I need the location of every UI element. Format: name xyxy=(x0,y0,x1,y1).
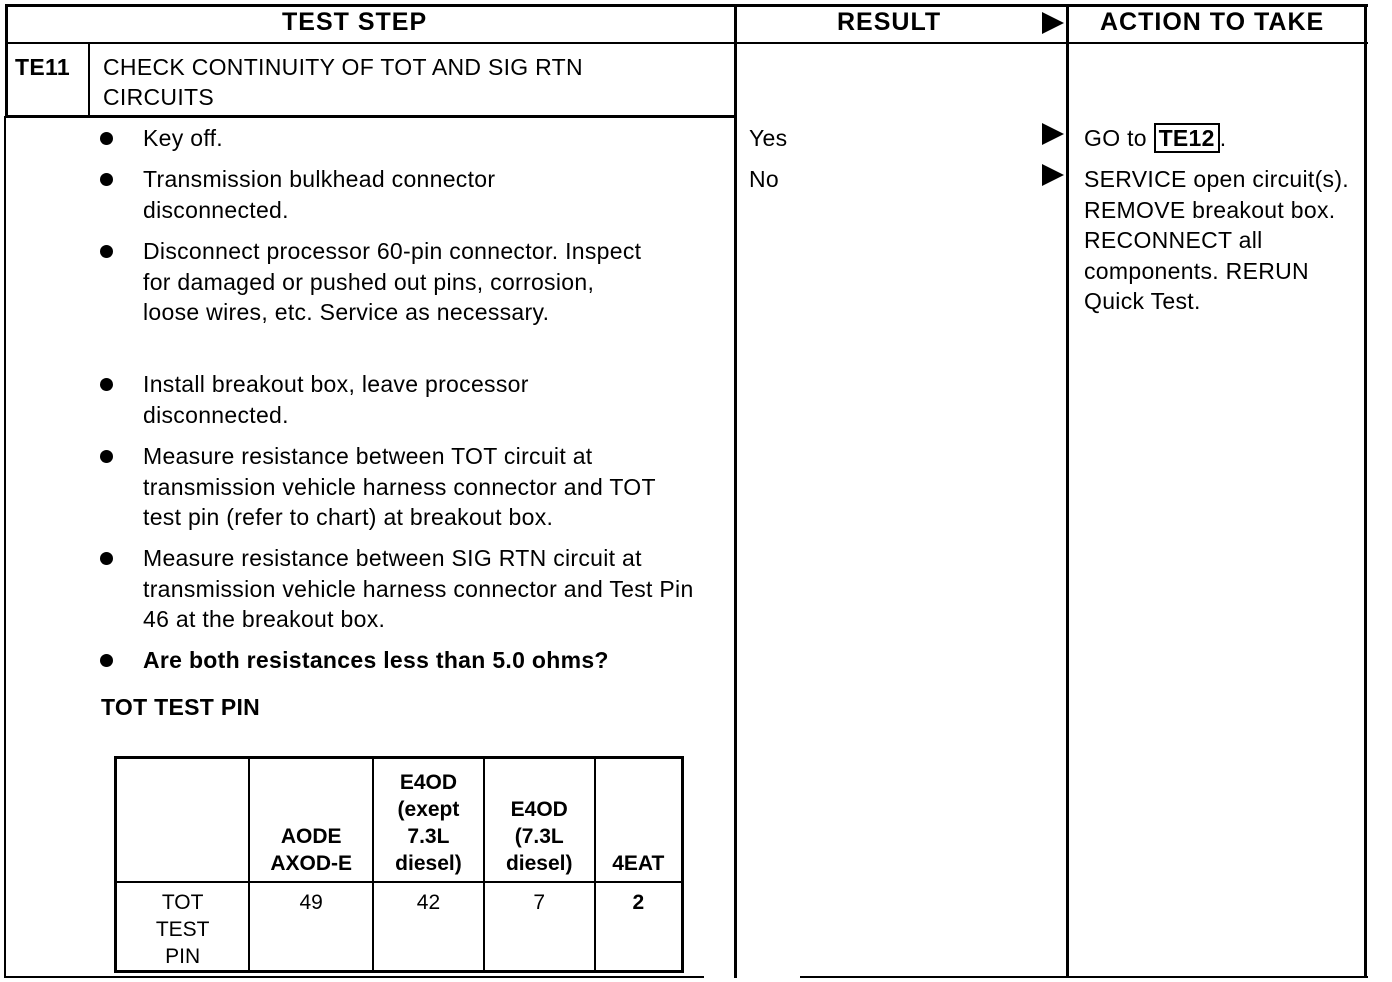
left-border-upper xyxy=(5,4,8,118)
pin-table-cell: 49 xyxy=(249,882,373,972)
step-bullet-5: Measure resistance between TOT circuit at transmission vehicle harness connector and TOT test pin (refer to chart) at breakout box. xyxy=(143,443,656,530)
pin-table-cell: 7 xyxy=(484,882,595,972)
bottom-border-left xyxy=(4,976,704,978)
step-bullet-4: Install breakout box, leave processor disconnected. xyxy=(143,371,529,428)
pin-table-row xyxy=(116,882,683,972)
right-border xyxy=(1364,4,1367,978)
step-bullet-7: Are both resistances less than 5.0 ohms? xyxy=(143,647,609,673)
top-border xyxy=(5,4,1368,7)
step-id: TE11 xyxy=(15,54,70,80)
pin-table-header-cell: 4EAT xyxy=(595,758,683,883)
result-yes-arrow-icon xyxy=(1042,123,1064,145)
action-no: SERVICE open circuit(s). REMOVE breakout box. RECONNECT all components. RERUN Quick Test. xyxy=(1084,166,1349,314)
action-yes-suffix: . xyxy=(1219,125,1227,151)
action-yes-step-ref[interactable]: TE12 xyxy=(1154,123,1220,153)
left-border-lower xyxy=(4,116,6,978)
step-bullet-1: Key off. xyxy=(143,125,223,151)
header-test-step: TEST STEP xyxy=(282,8,428,36)
bullet-icon xyxy=(100,552,113,565)
action-yes xyxy=(1084,123,1226,154)
step-title-bottom-border xyxy=(5,115,736,118)
pin-table-cell: 42 xyxy=(373,882,484,972)
bullet-icon xyxy=(100,378,113,391)
bullet-icon xyxy=(100,132,113,145)
bullet-icon xyxy=(100,654,113,667)
step-id-divider xyxy=(88,44,90,116)
action-column-divider xyxy=(1066,4,1069,978)
header-action: ACTION TO TAKE xyxy=(1100,8,1325,36)
action-yes-prefix: GO to xyxy=(1084,125,1147,151)
pin-table-header-cell: E4OD (exept 7.3L diesel) xyxy=(373,758,484,883)
tot-test-pin-table xyxy=(114,756,684,973)
pin-table-row-label: TOT TEST PIN xyxy=(116,882,250,972)
step-bullet-2: Transmission bulkhead connector disconnected. xyxy=(143,166,496,223)
step-title-line1: CHECK CONTINUITY OF TOT AND SIG RTN xyxy=(103,54,583,80)
bullet-icon xyxy=(100,450,113,463)
result-yes: Yes xyxy=(749,125,788,151)
pin-table-header-cell: E4OD (7.3L diesel) xyxy=(484,758,595,883)
pin-table-header-cell xyxy=(116,758,250,883)
step-title-line2: CIRCUITS xyxy=(103,84,215,110)
header-arrow-icon xyxy=(1042,12,1064,34)
bullet-icon xyxy=(100,245,113,258)
bullet-icon xyxy=(100,173,113,186)
header-result: RESULT xyxy=(837,8,942,36)
result-column-divider xyxy=(734,4,737,978)
bottom-border-right xyxy=(800,976,1368,978)
pin-table-cell: 2 xyxy=(595,882,683,972)
result-no-arrow-icon xyxy=(1042,164,1064,186)
step-bullet-3: Disconnect processor 60-pin connector. Inspect for damaged or pushed out pins, corrosion, loose wires, etc. Service as necessary. xyxy=(143,238,642,325)
pin-table-header-cell: AODE AXOD-E xyxy=(249,758,373,883)
step-bullet-6: Measure resistance between SIG RTN circuit at transmission vehicle harness connector and Test Pin 46 at the breakout box. xyxy=(143,545,694,632)
pin-table-title: TOT TEST PIN xyxy=(101,694,261,720)
result-no: No xyxy=(749,166,780,192)
header-bottom-border xyxy=(5,42,1368,44)
pin-table-header-row xyxy=(116,758,683,883)
